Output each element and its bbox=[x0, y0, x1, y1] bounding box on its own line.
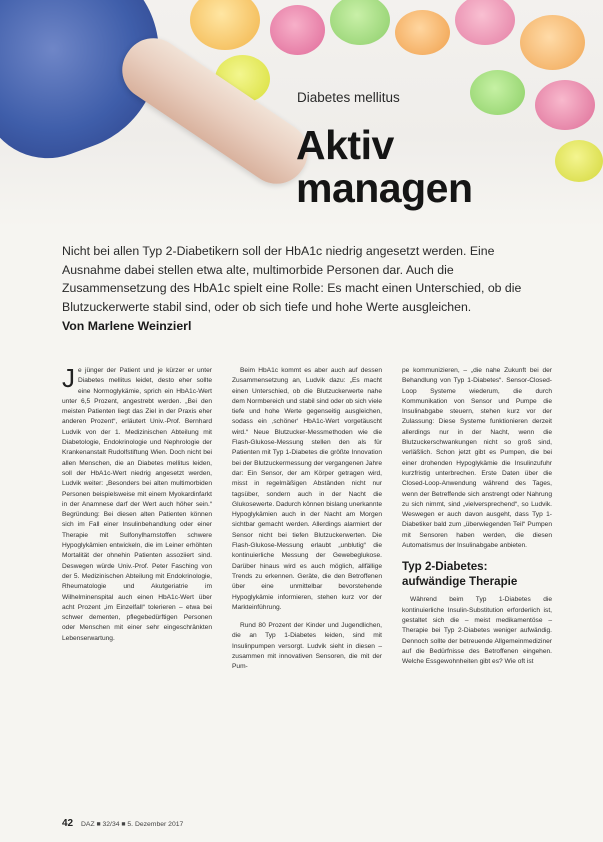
tube-cap-decoration bbox=[190, 0, 260, 50]
body-paragraph: Während beim Typ 1-Diabetes die kontinuierliche Insulin-Substitution erforderlich ist, gestaltet sich die – meist medikamentöse – Therapie bei Typ 2-Diabetes weniger aufwändig. Dennoch sollte der betreuende Allgemeinmediziner auf die Bedürfnisse des Betroffenen eingehen. Welche Essgewohnheiten gibt es? Wie oft ist bbox=[402, 596, 552, 666]
article-title bbox=[296, 124, 473, 210]
issue-info: DAZ ■ 32/34 ■ 5. Dezember 2017 bbox=[81, 821, 184, 828]
title-line-1: Aktiv bbox=[296, 122, 394, 168]
body-paragraph: pe kommunizieren, – „die nahe Zukunft bei der Behandlung von Typ 1-Diabetes“. Sensor-Closed-Loop Systeme wiederum, die durch Kommunikation von Sensor und Pumpe die Insulinabgabe steuern, stehen kurz vor der Zulassung: Diese Systeme funktionieren derzeit allerdings nur in der Nacht, wenn die Blutzuckerschwankungen nicht so groß sind, verläßlich. Schon jetzt gibt es Pumpen, die bei einer drohenden Hypoglykämie die Insulinzufuhr kurzfristig unterbrechen. Erste Daten über die Closed-Loop-Anwendung während des Tages, wenn der Betreffende sich anstrengt oder Nahrung zu sich nimmt, sind „vielversprechend“, so Ludvik. Weswegen er auch davon ausgeht, dass Typ 1-Diabetiker bald zum „überwiegenden Teil“ Pumpen mit Sensoren haben werden, die diesen Automatismus der Insulinabgabe anbieten. bbox=[402, 367, 552, 550]
body-paragraph: Beim HbA1c kommt es aber auch auf dessen Zusammensetzung an, Ludvik dazu: „Es macht einen Unterschied, ob die Blutzuckerwerte nahe dem Normbereich und stabil sind oder ob sich viele tiefe und hohe Werte gegenseitig ausgleichen, sodass ein ‚schöner‘ HbA1c-Wert vorgetäuscht wird.“ Neue Blutzucker-Messmethoden wie die Flash-Glukose-Messung stellen den als für Patienten mit Typ 1-Diabetes die größte Innovation bei der Blutzuckermessung der vergangenen Jahre dar: Ein Sensor, der am Körper getragen wird, misst in regelmäßigen Abständen nicht nur tagsüber, sondern auch in der Nacht die Glukosewerte. Dadurch können bislang unerkannte Hypoglykämien auch in der Nacht am Morgen sichtbar gemacht werden. Allerdings alarmiert der Sensor nicht bei tiefen Blutzuckerwerten. Die Flash-Glukose-Messung erlaubt „unblutig“ die kontinuierliche Messung der Gewebeglukose. Darüber hinaus wird es auch möglich, allfällige Trends zu erkennen. Geräte, die den Betroffenen über eine unmittelbar bevorstehende Hypoglykämie informieren, stehen kurz vor der Markteinführung. bbox=[232, 367, 382, 611]
tube-cap-decoration bbox=[330, 0, 390, 45]
text-column-1 bbox=[62, 363, 212, 644]
tube-cap-decoration bbox=[520, 15, 585, 70]
body-paragraph bbox=[62, 363, 212, 644]
article-kicker: Diabetes mellitus bbox=[297, 90, 400, 105]
tube-cap-decoration bbox=[535, 80, 595, 130]
page-number: 42 bbox=[62, 818, 74, 829]
tube-cap-decoration bbox=[395, 10, 450, 55]
tube-cap-decoration bbox=[270, 5, 325, 55]
article-author: Von Marlene Weinzierl bbox=[62, 319, 192, 333]
page-footer bbox=[62, 818, 183, 829]
article-lead: Nicht bei allen Typ 2-Diabetikern soll der HbA1c niedrig angesetzt werden. Eine Ausnahme dabei stellen etwa alte, multimorbide Personen dar. Auch die Zusammensetzung des HbA1c spielt eine Rolle: Es macht einen Unterschied, ob die Blutzuckerwerte stabil sind, oder ob sich tiefe und hohe Werte ausgleichen. bbox=[62, 244, 522, 314]
body-paragraph: Rund 80 Prozent der Kinder und Jugendlichen, die an Typ 1-Diabetes leiden, sind mit Insulinpumpen versorgt. Ludvik sieht in diesen – zusammen mit innovativen Sensoren, die mit der Pum- bbox=[232, 622, 382, 671]
text-column-2 bbox=[232, 366, 382, 673]
drop-cap: J bbox=[62, 363, 75, 393]
tube-cap-decoration bbox=[470, 70, 525, 115]
title-line-2: managen bbox=[296, 165, 473, 211]
text-column-3 bbox=[402, 366, 552, 667]
section-subheading: Typ 2-Diabetes: aufwändige Therapie bbox=[402, 560, 518, 589]
tube-cap-decoration bbox=[555, 140, 603, 182]
paragraph-text: e jünger der Patient und je kürzer er unter Diabetes mellitus leidet, desto eher sollte eine Normoglykämie, sprich ein HbA1c-Wert unter 6,5 Prozent, angestrebt werden. „Bei den meisten Patienten liegt das Ziel in der Praxis eher anderen Prozent“, erläutert Univ.-Prof. Bernhard Ludvik von der 1. Medizinischen Abteilung mit Diabetologie, Endokrinologie und Nephrologie der Krankenanstalt Rudolfstiftung Wien. Doch nicht bei allen Menschen, die an Diabetes mellitus leiden, soll der HbA1c-Wert niedrig angesetzt werden, Ludvik weiter: „Besonders bei alten multimorbiden Personen beispielsweise mit einem Myokardinfarkt in der Anamnese darf der Wert auch höher sein.“ Begründung: Bei diesen alten Patienten können sich im Fall einer Insulinbehandlung oder einer Therapie mit Sulfonylharnstoffen schwere Hypoglykämien entwickeln, die im Leiner erhöhten Mortalität der ohnehin Patienten assoziiert sind. Deswegen würde Univ.-Prof. Peter Fasching von der 5. Medizinischen Abteilung mit Endokrinologie, Rheumatologie und Akutgeriatrie im Wilhelminenspital auch einen HbA1c-Wert über acht Prozent „im Einzelfall“ tolerieren – etwa bei schwer dementen, pflegebedürftigen Personen oder Menschen mit einer sehr eingeschränkten Lebenserwartung. bbox=[62, 367, 212, 642]
tube-cap-decoration bbox=[455, 0, 515, 45]
